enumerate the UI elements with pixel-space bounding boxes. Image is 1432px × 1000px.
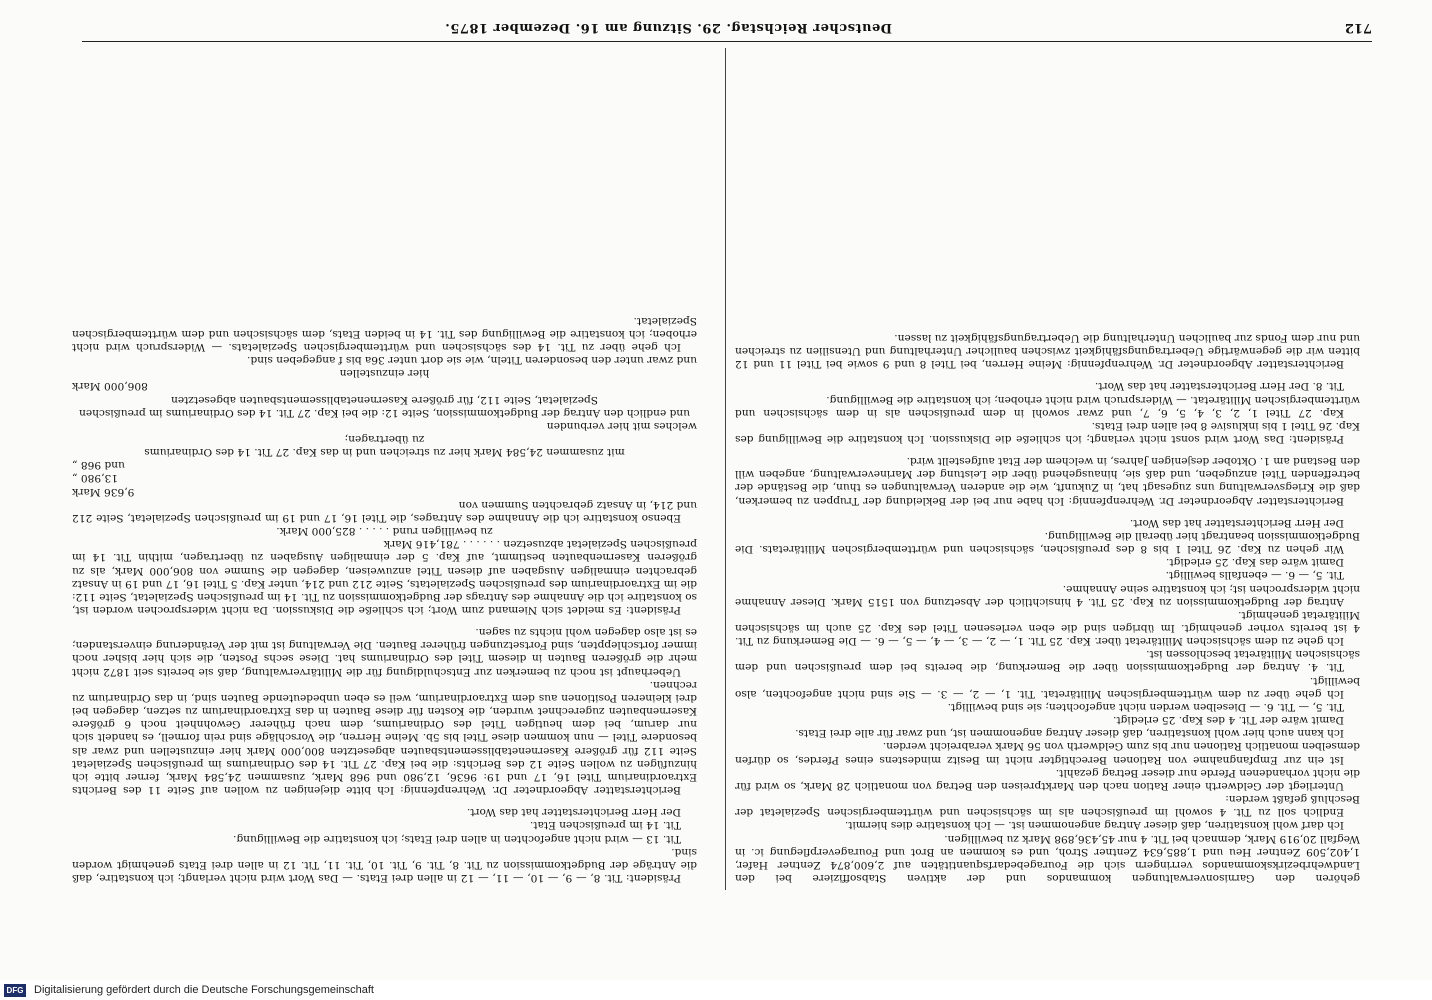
paragraph: Antrag der Budgetkommission zu Kap. 25 Tit. 4 hinsichtlich der Absetzung von 1515 Mark. Dieser Annahme nicht widersprochen ist; ich konstatire seine Annahme. bbox=[735, 582, 1360, 608]
paragraph: zu bewilligen rund . . . . . 825,000 Mark. bbox=[276, 525, 493, 538]
paragraph: Der Herr Berichterstatter hat das Wort. bbox=[466, 806, 681, 819]
paragraph: Ich kann auch hier wohl konstatiren, daß dieser Antrag angenommen ist, und zwar für alle drei Etats. bbox=[795, 727, 1344, 740]
paragraph: Damit wäre der Tit. 4 des Kap. 25 erledigt. bbox=[1112, 714, 1344, 727]
page-number: 712 bbox=[1344, 20, 1372, 35]
paragraph: Tit. 4. Antrag der Budgetkommission über die Bemerkung, die bereits bei dem preußischen und dem sächsischen Militäretat beschlossen ist. bbox=[735, 648, 1360, 674]
paragraph: Tit. 13 — wird nicht angefochten in allen drei Etats; ich konstatire die Bewilligung. bbox=[233, 832, 681, 845]
amount-line: 13,980 „ bbox=[72, 472, 118, 485]
paragraph: zu übertragen; bbox=[344, 433, 425, 445]
paragraph: Damit wäre das Kap. 25 erledigt. bbox=[1165, 556, 1344, 569]
column-separator bbox=[725, 48, 726, 890]
paragraph: Ich gehe über zu dem württembergischen Militäretat. Tit. 1, — 2, — 3. — Sie sind nicht angefochten, also bewilligt. bbox=[735, 674, 1360, 700]
amount-line: 806,000 Mark bbox=[72, 380, 148, 393]
paragraph: Präsident: Tit. 8, — 9, — 10, — 11, — 12 in allen drei Etats. — Das Wort wird nicht verlangt; ich konstatire, daß die Anträge der Budgetkommission zu Tit. 8, Tit. 9, Tit. 10, Tit. 11, Tit. 12 in allen drei Etats genehmigt worden sind. bbox=[72, 845, 697, 884]
paragraph: Berichterstatter Abgeordneter Dr. Wehrenpfennig: Meine Herren, bei Titel 8 und 9 sowie bei Titel 11 und 12 bitten wir die gegenwärtige Uebertragungsfähigkeit zwischen baulicher Unterhaltung und Utensilien zu streichen und nur dem Fonds zur baulichen Unterhaltung die Uebertragungsfähigkeit zu lassen. bbox=[735, 331, 1360, 371]
paragraph: Berichterstatter Abgeordneter Dr. Wehrenpfennig: Ich habe nur bei der Bekleidung der Truppen zu bemerken, daß die Kriegsverwaltung uns zugesagt hat, in Zukunft, wie die anderen Verwaltungen es thun, die Bestände der betreffenden Titel anzugeben, und daß sie, hinausgehend über die Leistung der Marineverwaltung, angeben will den Bestand am 1. Oktober desjenigen Jahres, in welchem der Etat aufgestellt wird. bbox=[735, 455, 1360, 507]
paragraph: mit zusammen 24,584 Mark hier zu streichen und in das Kap. 27 Tit. 14 des Ordinariums bbox=[144, 446, 625, 459]
paragraph: Unterliegt der Geldwerth einer Ration nach den Marktpreisen den Betrag von monatlich 28 Mark, so wird für die nicht vorhandenen Pferde nur dieser Betrag gezahlt. bbox=[735, 766, 1360, 792]
paragraph: Berichterstatter Abgeordneter Dr. Wehrenpfennig: Ich bitte diejenigen zu wollen auf Seite 11 des Berichts Extraordinarium Titel 16, 17 und 19: 9636, 12,980 und 968 Mark, zusammen 24,584 Mark, ferner bitte ich hinzufügen zu wollen Seite 12 des Berichts: die bei Kap. 27 Tit. 14 des Ordinariums im preußischen Spezialetat Seite 112 für größere Kasernenetablissementsbauten abgesetzten 800,000 Mark hier einzustellen und zwar als besondere Titel — nun kommen diese Titel bis 5b. Meine Herren, die Vorschläge sind rein formell, es handelt sich nur darum, bei dem heutigen Titel des Ordinariums, dem nach früherer Gewohnheit noch 6 größere Kasernenbauten zugerechnet wurden, die Kosten für diese Bauten in das Extraordinarium zu setzen, dagegen bei drei kleineren Positionen aus dem Extraordinarium, weil es eben unbedeutende Bauten sind, in das Ordinarium zu rechnen. bbox=[72, 678, 697, 797]
paragraph: Ist ein zur Empfangnahme von Rationen Berechtigter nicht im Besitz mindestens eines Pferdes, so dürfen demselben monatlich Rationen nur bis zum Geldwerth von 56 Mark verabreicht werden. bbox=[735, 740, 1360, 766]
paragraph: welches mit hier verbunden bbox=[546, 419, 697, 432]
paragraph: Präsident: Das Wort wird sonst nicht verlangt; ich schließe die Diskussion. Ich konstatire die Bewilligung des Kap. 26 Titel 1 bis inklusive 8 bei allen drei Etats. bbox=[735, 419, 1360, 445]
amount-line: 9,636 Mark bbox=[72, 485, 135, 498]
digitization-credit: Digitalisierung gefördert durch die Deutsche Forschungsgemeinschaft bbox=[34, 984, 374, 996]
paragraph: Tit. 14 im preußischen Etat. bbox=[529, 819, 681, 832]
digitization-footer bbox=[0, 982, 1432, 1000]
paragraph: Ueberhaupt ist noch zu bemerken zur Entschuldigung für die Militärverwaltung, daß sie bereits seit 1872 nicht mehr die größeren Bauten in diesem Titel des Ordinariums hat. Diese sechs Posten, die sich hier bisher noch immer fortschleppten, sind Fortsetzungen früherer Bauten. Die Verwaltung ist mit der Veränderung einverstanden; es ist also dagegen wohl nichts zu sagen. bbox=[72, 626, 697, 678]
paragraph: Wir gehen zu Kap. 26 Titel 1 bis 8 des preußischen, sächsischen und württembergischen Militäretats. Die Budgetkommission beantragt hier überall die Bewilligung. bbox=[735, 529, 1360, 556]
dfg-logo: DFG bbox=[4, 984, 26, 997]
header-rule bbox=[82, 41, 1372, 42]
paragraph: Tit. 5, — Tit. 6. — Dieselben werden nicht angefochten; sie sind bewilligt. bbox=[947, 700, 1344, 713]
amount-line: und 968 „ bbox=[72, 459, 125, 472]
paragraph: und endlich den Antrag der Budgetkommission, Seite 12: die bei Kap. 27 Tit. 14 des Ordinariums im preußischen Spezialetat, Seite 112, für größere Kasernenetablissementsbauten abgesetzten bbox=[79, 393, 690, 419]
paragraph: Tit. 5, — 6. — ebenfalls bewilligt. bbox=[1165, 569, 1344, 582]
paragraph: Ich gehe zu dem sächsischen Militäretat über. Kap. 25 Tit. 1, — 2, — 3, — 4, — 5, — 6. — Die Bemerkung zu Tit. 4 ist bereits vorher genehmigt. Im übrigen sind die eben verlesenen Titel des Kap. 25 auch im sächsischen Militäretat genehmigt. bbox=[735, 608, 1360, 648]
right-column bbox=[72, 46, 697, 884]
running-title: Deutscher Reichstag. 29. Sitzung am 16. Dezember 1875. bbox=[444, 20, 892, 35]
left-column bbox=[735, 46, 1360, 884]
paragraph: und zwar unter den besonderen Titeln, wie sie dort unter 36a bis f angegeben sind. bbox=[247, 354, 697, 367]
paragraph: hier einzustellen bbox=[339, 367, 430, 380]
paragraph: gehören den Garnisonverwaltungen kommandos und der aktiven Stabsoffiziere bei den Landwehrbezirkskommandos verringern sich die Fouragebedarfsquantitäten auf 2,600,874 Zentner Hafer, 1,402,509 Zentner Heu und 1,885,634 Zentner Stroh, und es kommen an Brot und Fourageverpflegung ic. in Wegfall 20,919 Mark, demnach bei Tit. 4 nur 45,436,898 Mark zu bewilligen. bbox=[735, 832, 1360, 884]
paragraph: Ich darf wohl konstatiren, daß dieser Antrag angenommen ist. — Ich konstatire dies hiermit. bbox=[844, 819, 1344, 832]
paragraph: Kap. 27 Titel 1, 2, 3, 4, 5, 6, 7, und zwar sowohl in dem preußischen als in dem sächsischen und württembergischen Militäretat. — Widerspruch wird nicht erhoben; ich konstatire die Bewilligung. bbox=[735, 393, 1360, 419]
paragraph: Tit. 8. Der Herr Berichterstatter hat das Wort. bbox=[1094, 380, 1344, 393]
paragraph: Präsident: Es meldet sich Niemand zum Wort; ich schließe die Diskussion. Da nicht widersprochen worden ist, so konstatire ich die Annahme des Antrags der Budgetkommission zu Tit. 14 im preußischen Spezialetat, Seite 112: die im Extraordinarium des preußischen Spezialetats, Seite 212 und 214, unter Kap. 5 Titel 16, 17 und 19 in Ansatz gebrachten einmaligen Ausgaben auf diesen Titel anzuweisen, dagegen die Summe von 806,000 Mark, als zu größeren Kasernenbauten bestimmt, auf Kap. 5 der einmaligen Ausgaben zu übertragen, mithin Tit. 14 im preußischen Spezialetat abzusetzen . . . . . . 781,416 Mark bbox=[72, 538, 697, 617]
paragraph: Ebenso konstatire ich die Annahme des Antrages, die Titel 16, 17 und 19 im preußischen Spezialetat, Seite 212 und 214, in Ansatz gebrachten Summen von bbox=[72, 498, 697, 524]
paragraph: Endlich soll zu Tit. 4 sowohl im preußischen als im sächsischen und württembergischen Spezialetat der Beschluß gefaßt werden: bbox=[735, 793, 1360, 819]
page-header bbox=[92, 9, 1372, 35]
paragraph: Ich gehe über zu Tit. 14 des sächsischen und württembergischen Spezialetats. — Widerspruch wird nicht erhoben; ich konstatire die Bewilligung des Tit. 14 in beiden Etats, dem sächsischen und dem württembergischen Spezialetat. bbox=[72, 314, 697, 353]
paragraph: Der Herr Berichterstatter hat das Wort. bbox=[1129, 516, 1344, 529]
